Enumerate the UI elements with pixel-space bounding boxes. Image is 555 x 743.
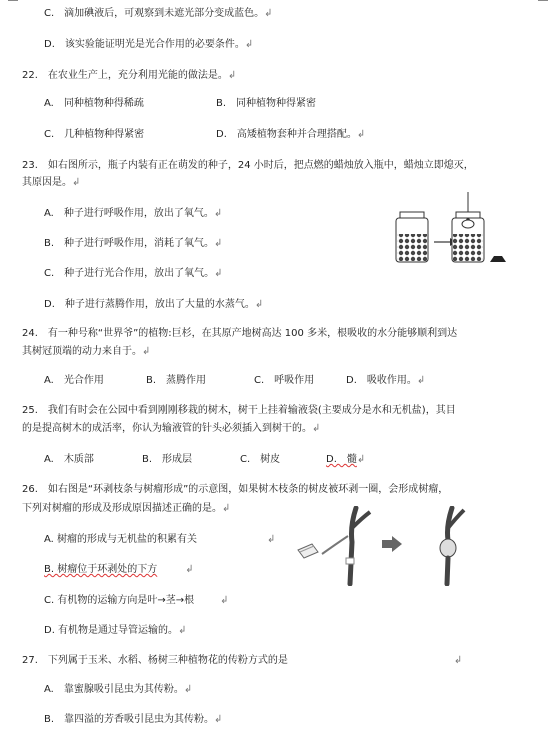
peeled-bark	[298, 544, 318, 558]
q22-option-c: C. 几种植物种得紧密	[44, 129, 145, 140]
q22-option-d: D. 高矮植物套种并合理搭配。↲	[216, 129, 366, 140]
corner-mark-left	[8, 0, 18, 1]
q27-option-a: A. 靠蜜腺吸引昆虫为其传粉。↲	[44, 684, 193, 695]
q26-option-a: A. 树瘤的形成与无机盐的积累有关 ↲	[44, 534, 276, 545]
q26-stem-line2: 下列对树瘤的形成及形成原因描述正确的是。↲	[22, 503, 231, 514]
girdled-branch	[322, 508, 370, 584]
branch-with-tumor	[440, 508, 464, 584]
q26-option-b: B. 树瘤位于环剥处的下方 ↲	[44, 564, 194, 575]
q27-stem: 27. 下列属于玉米、水稻、杨树三种植物花的传粉方式的是 ↲	[22, 655, 463, 666]
q24-option-c: C. 呼吸作用	[254, 375, 315, 386]
seed-jar-figure	[392, 190, 510, 270]
q23-option-b: B. 种子进行呼吸作用，消耗了氧气。↲	[44, 238, 223, 249]
q22-stem: 22. 在农业生产上，充分利用光能的做法是。↲	[22, 70, 237, 81]
q24-option-a: A. 光合作用	[44, 375, 104, 386]
q21-option-d: D. 该实验能证明光是光合作用的必要条件。↲	[44, 39, 254, 50]
girdling-figure	[292, 506, 484, 586]
candle-stand	[490, 256, 506, 262]
q23-option-c: C. 种子进行光合作用，放出了氧气。↲	[44, 268, 223, 279]
q25-stem-line1: 25. 我们有时会在公园中看到刚刚移栽的树木，树干上挂着输液袋(主要成分是水和无机盐)，其目	[22, 405, 456, 416]
q23-option-d: D. 种子进行蒸腾作用，放出了大量的水蒸气。↲	[44, 299, 264, 310]
q23-stem-line2: 其原因是。↲	[22, 177, 81, 188]
seed-jar-closed	[396, 212, 428, 262]
q24-option-d: D. 吸收作用。↲	[346, 375, 426, 386]
q23-option-a: A. 种子进行呼吸作用，放出了氧气。↲	[44, 208, 223, 219]
q21-option-c: C. 滴加碘液后，可观察到未遮光部分变成蓝色。↲	[44, 8, 273, 19]
q27-option-b: B. 靠四溢的芳香吸引昆虫为其传粉。↲	[44, 714, 223, 725]
q22-option-b: B. 同种植物种得紧密	[216, 98, 317, 109]
seed-jar-with-candle	[452, 192, 484, 262]
q22-option-a: A. 同种植物种得稀疏	[44, 98, 144, 109]
q26-stem-line1: 26. 如右图是“环剥枝条与树瘤形成”的示意图，如果树木枝条的树皮被环剥一圈，会形成树瘤，	[22, 484, 449, 495]
q24-stem-line1: 24. 有一种号称“世界爷”的植物:巨杉，在其原产地树高达 100 多米，根吸收的水分能够顺利到达	[22, 328, 458, 339]
q25-option-b: B. 形成层	[142, 454, 193, 465]
q25-option-c: C. 树皮	[240, 454, 281, 465]
arrow-icon	[382, 536, 402, 552]
q23-stem-line1: 23. 如右图所示，瓶子内装有正在萌发的种子，24 小时后，把点燃的蜡烛放入瓶中，蜡烛立即熄灭，	[22, 160, 474, 171]
q26-option-d: D. 有机物是通过导管运输的。↲	[44, 625, 187, 636]
q25-stem-line2: 的是提高树木的成活率，你认为输液管的针头必须插入到树干的。↲	[22, 423, 321, 434]
q25-option-d: D. 髓↲	[326, 454, 366, 465]
q24-stem-line2: 其树冠顶端的动力来自于。↲	[22, 346, 151, 357]
corner-mark-right	[538, 0, 548, 1]
q25-option-a: A. 木质部	[44, 454, 94, 465]
q24-option-b: B. 蒸腾作用	[146, 375, 207, 386]
q26-option-c: C. 有机物的运输方向是叶→茎→根 ↲	[44, 595, 229, 606]
